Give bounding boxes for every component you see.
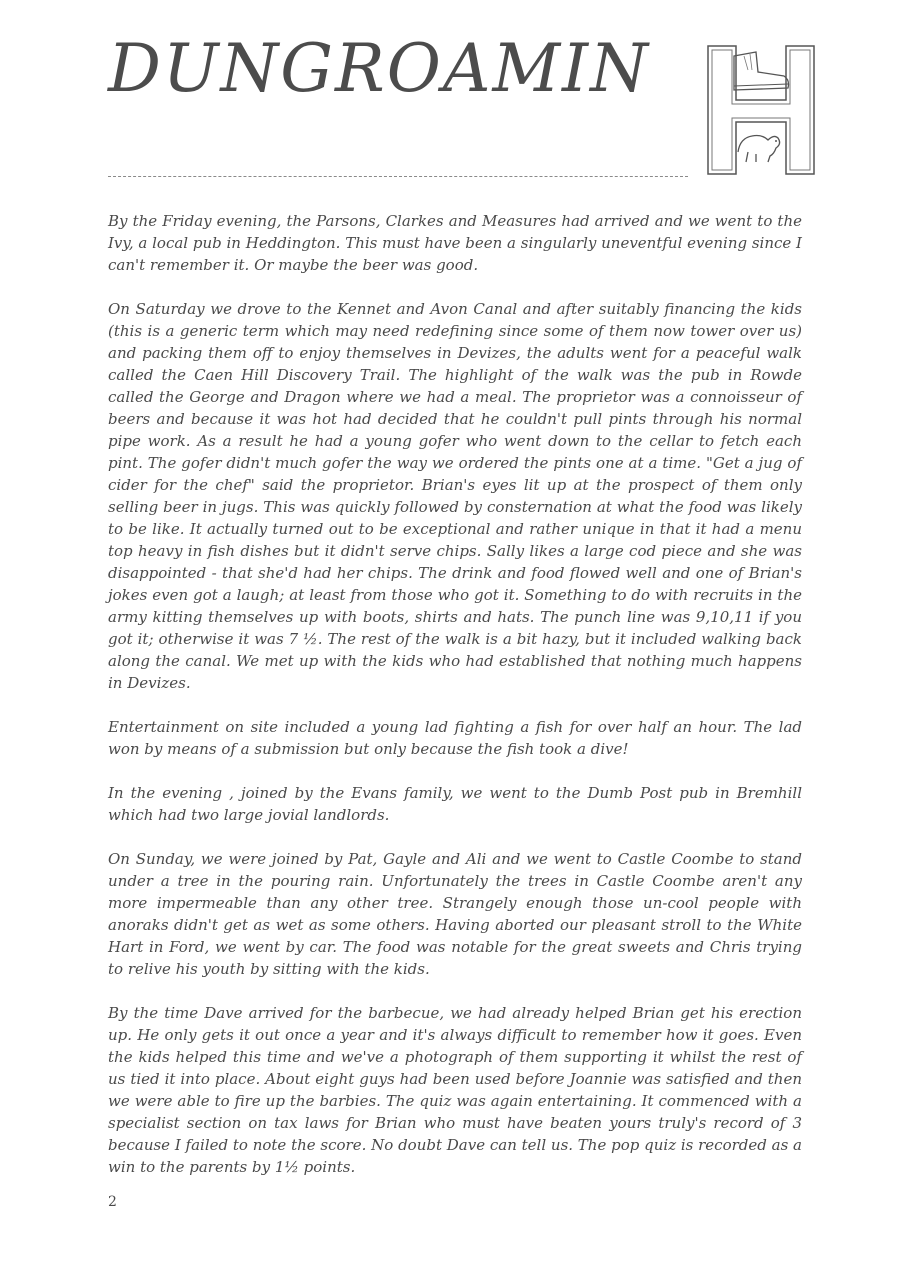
article-body [108,210,802,1200]
masthead [0,0,900,200]
paragraph-entertainment: Entertainment on site included a young lad fighting a fish for over half an hour. The lad won by means of a submission but only because the fish took a dive! [108,718,802,758]
boot-and-dog-h-logo-icon [704,42,818,178]
paragraph-sunday: On Sunday, we were joined by Pat, Gayle and Ali and we went to Castle Coombe to stand under a tree in the pouring rain. Unfortunately the trees in Castle Coombe aren't any more impermeable than any other tree. Strangely enough those un-cool people with anoraks didn't get as wet as some others. Having aborted our pleasant stroll to the White Hart in Ford, we went by car. The food was notable for the great sweets and Chris trying to relive his youth by sitting with the kids. [108,850,802,978]
paragraph-friday: By the Friday evening, the Parsons, Clarkes and Measures had arrived and we went to the Ivy, a local pub in Heddington. This must have been a singularly uneventful evening since I can't remember it. Or maybe the beer was good. [108,212,802,274]
page-number: 2 [108,1194,117,1210]
newsletter-title: DUNGROAMIN [108,30,650,107]
paragraph-barbecue: By the time Dave arrived for the barbecue, we had already helped Brian get his erection up. He only gets it out once a year and it's always difficult to remember how it goes. Even the kids helped this time and we've a photograph of them supporting it whilst the rest of us tied it into place. About eight guys had been used before Joannie was satisfied and then we were able to fire up the barbies. The quiz was again entertaining. It commenced with a specialist section on tax laws for Brian who must have beaten yours truly's record of 3 because I failed to note the score. No doubt Dave can tell us. The pop quiz is recorded as a win to the parents by 1½ points. [108,1004,802,1176]
paragraph-evening: In the evening , joined by the Evans family, we went to the Dumb Post pub in Bremhill which had two large jovial landlords. [108,784,802,824]
paragraph-saturday: On Saturday we drove to the Kennet and Avon Canal and after suitably financing the kids (this is a generic term which may need redefining since some of them now tower over us) and packing them off to enjoy themselves in Devizes, the adults went for a peaceful walk called the Caen Hill Discovery Trail. The highlight of the walk was the pub in Rowde called the George and Dragon where we had a meal. The proprietor was a connoisseur of beers and because it was hot had decided that he couldn't pull pints through his normal pipe work. As a result he had a young gofer who went down to the cellar to fetch each pint. The gofer didn't much gofer the way we ordered the pints one at a time. "Get a jug of cider for the chef" said the proprietor. Brian's eyes lit up at the prospect of them only selling beer in jugs. This was quickly followed by consternation at what the food was likely to be like. It actually turned out to be exceptional and rather unique in that it had a menu top heavy in fish dishes but it didn't serve chips. Sally likes a large cod piece and she was disappointed - that she'd had her chips. The drink and food flowed well and one of Brian's jokes even got a laugh; at least from those who got it. Something to do with recruits in the army kitting themselves up with boots, shirts and hats. The punch line was 9,10,11 if you got it; otherwise it was 7 ½. The rest of the walk is a bit hazy, but it included walking back along the canal. We met up with the kids who had established that nothing much happens in Devizes. [108,300,802,692]
title-divider [108,176,688,177]
